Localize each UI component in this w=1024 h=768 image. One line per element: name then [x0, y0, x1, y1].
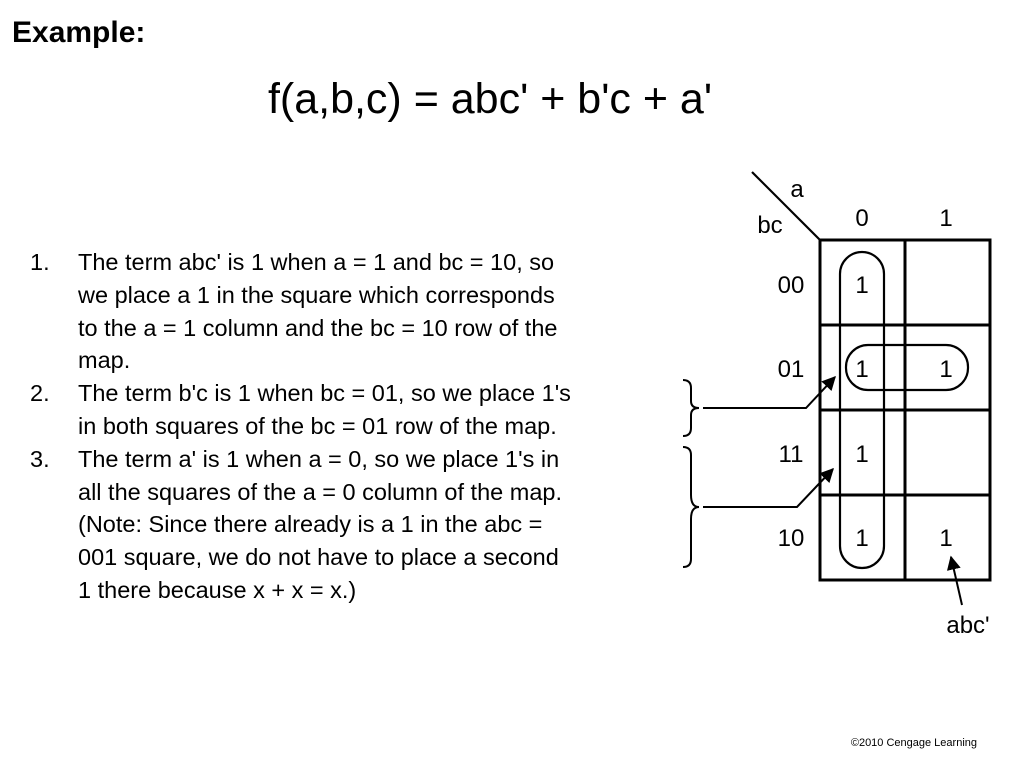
column-label-1: 1	[939, 205, 953, 232]
step-line: map.	[78, 347, 131, 374]
column-variable-label: a	[790, 176, 804, 203]
function-formula: f(a,b,c) = abc' + b'c + a'	[267, 75, 713, 123]
step-line: 001 square, we do not have to place a second	[78, 544, 559, 571]
row-label-00: 00	[777, 272, 805, 299]
row-label-10: 10	[777, 525, 805, 552]
step-line: in both squares of the bc = 01 row of the map.	[78, 412, 557, 439]
step-line: The term a' is 1 when a = 0, so we place 1's in	[78, 445, 560, 472]
step-line: all the squares of the a = 0 column of the map.	[78, 478, 562, 505]
arrow-to-a-prime-loop	[703, 469, 833, 507]
step-number: 3.	[30, 445, 50, 472]
brace-step-2	[683, 380, 699, 436]
row-variable-label: bc	[757, 212, 783, 239]
step-line: (Note: Since there already is a 1 in the abc =	[78, 511, 543, 538]
kmap-grid	[820, 240, 990, 580]
abc-prime-label: abc'	[946, 612, 990, 639]
arrow-to-b-prime-c-loop	[703, 377, 835, 408]
step-number: 2.	[30, 380, 50, 407]
slide-heading: Example:	[12, 16, 146, 49]
cell-a1-bc10: 1	[939, 525, 953, 552]
brace-step-3	[683, 447, 699, 567]
row-label-11: 11	[778, 441, 804, 468]
copyright-notice: ©2010 Cengage Learning	[850, 737, 977, 749]
step-line: The term abc' is 1 when a = 1 and bc = 10, so	[78, 249, 555, 275]
cell-a0-bc11: 1	[855, 441, 869, 468]
step-line: 1 there because x + x = x.)	[78, 576, 357, 603]
cell-a0-bc01: 1	[855, 356, 869, 383]
row-label-01: 01	[777, 356, 805, 383]
column-label-0: 0	[855, 205, 869, 232]
cell-a1-bc01: 1	[939, 356, 953, 383]
step-line: to the a = 1 column and the bc = 10 row of the	[78, 314, 558, 341]
cell-a0-bc00: 1	[855, 272, 869, 299]
step-line: The term b'c is 1 when bc = 01, so we place 1's	[78, 380, 571, 407]
step-line: we place a 1 in the square which corresponds	[78, 281, 555, 308]
cell-a0-bc10: 1	[855, 525, 869, 552]
step-number: 1.	[30, 249, 50, 275]
